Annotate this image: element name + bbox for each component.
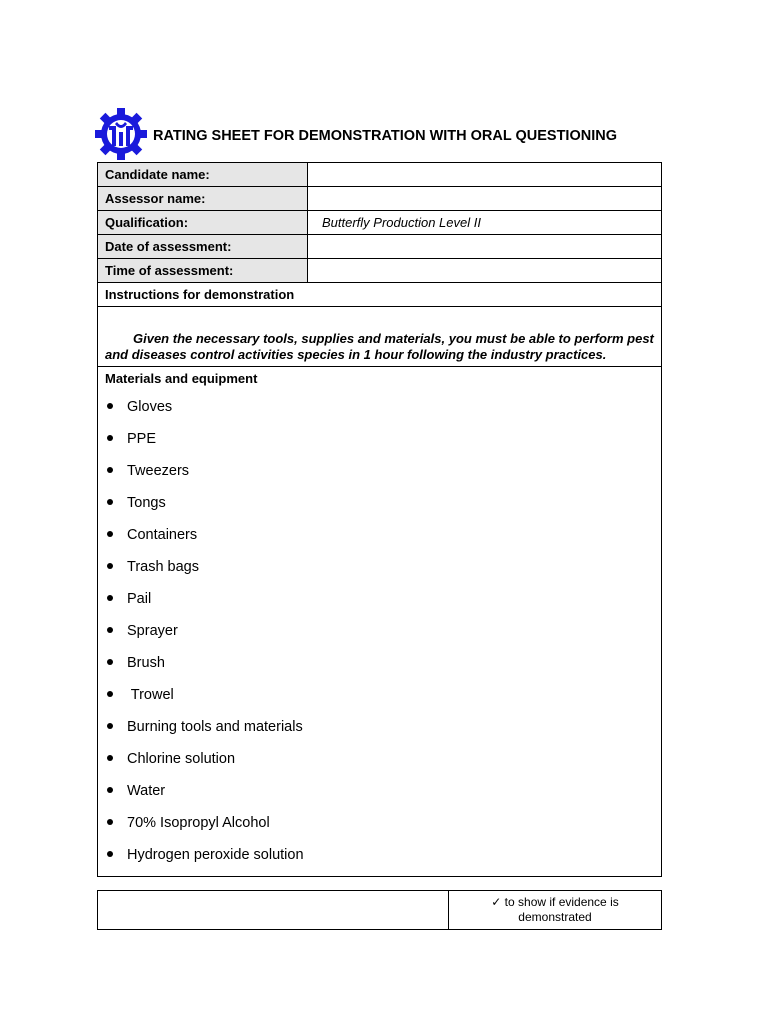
document-header: [94, 106, 664, 162]
table-row: [98, 891, 662, 930]
list-item: Trash bags: [105, 550, 654, 582]
list-item: Tweezers: [105, 454, 654, 486]
date-of-assessment-label: Date of assessment:: [98, 235, 308, 259]
bullet-icon: [107, 531, 113, 537]
time-of-assessment-label: Time of assessment:: [98, 259, 308, 283]
list-item: Tongs: [105, 486, 654, 518]
list-item: Sprayer: [105, 614, 654, 646]
list-item: Water: [105, 774, 654, 806]
bullet-icon: [107, 595, 113, 601]
table-row: [98, 211, 662, 235]
evidence-legend-cell: [449, 891, 662, 930]
bullet-icon: [107, 659, 113, 665]
instructions-text: Given the necessary tools, supplies and materials, you must be able to perform pest and diseases control activities species in 1 hour following the industry practices.: [105, 331, 654, 362]
bullet-icon: [107, 787, 113, 793]
bullet-icon: [107, 435, 113, 441]
list-item: Pail: [105, 582, 654, 614]
date-of-assessment-field[interactable]: [308, 235, 662, 259]
time-of-assessment-field[interactable]: [308, 259, 662, 283]
list-item: Brush: [105, 646, 654, 678]
bullet-icon: [107, 403, 113, 409]
materials-cell: [98, 367, 662, 877]
list-item: Hydrogen peroxide solution: [105, 838, 654, 870]
candidate-name-label: Candidate name:: [98, 163, 308, 187]
check-mark-icon: ✓: [491, 895, 502, 909]
table-row: [98, 163, 662, 187]
document-title: RATING SHEET FOR DEMONSTRATION WITH ORAL QUESTIONING: [153, 128, 617, 144]
qualification-label: Qualification:: [98, 211, 308, 235]
qualification-value: Butterfly Production Level II: [308, 211, 662, 235]
evidence-legend-table: [97, 890, 662, 930]
table-row: [98, 367, 662, 877]
bullet-icon: [107, 851, 113, 857]
table-row: [98, 259, 662, 283]
table-row: [98, 187, 662, 211]
list-item: Gloves: [105, 390, 654, 422]
list-item: 70% Isopropyl Alcohol: [105, 806, 654, 838]
blank-cell: [98, 891, 449, 930]
list-item: Trowel: [105, 678, 654, 710]
tesda-gear-logo-icon: [94, 106, 148, 160]
assessment-info-table: [97, 162, 662, 877]
assessor-name-label: Assessor name:: [98, 187, 308, 211]
bullet-icon: [107, 499, 113, 505]
instructions-heading: Instructions for demonstration: [98, 283, 662, 307]
table-row: [98, 307, 662, 367]
bullet-icon: [107, 755, 113, 761]
list-item: Chlorine solution: [105, 742, 654, 774]
candidate-name-field[interactable]: [308, 163, 662, 187]
bullet-icon: [107, 819, 113, 825]
evidence-legend-text: to show if evidence is demonstrated: [504, 895, 619, 924]
bullet-icon: [107, 691, 113, 697]
bullet-icon: [107, 723, 113, 729]
materials-heading: Materials and equipment: [105, 371, 258, 386]
bullet-icon: [107, 563, 113, 569]
bullet-icon: [107, 467, 113, 473]
assessor-name-field[interactable]: [308, 187, 662, 211]
table-row: [98, 283, 662, 307]
list-item: Burning tools and materials: [105, 710, 654, 742]
list-item: Containers: [105, 518, 654, 550]
list-item: PPE: [105, 422, 654, 454]
instructions-text-cell: [98, 307, 662, 367]
table-row: [98, 235, 662, 259]
bullet-icon: [107, 627, 113, 633]
materials-list: [105, 390, 654, 870]
